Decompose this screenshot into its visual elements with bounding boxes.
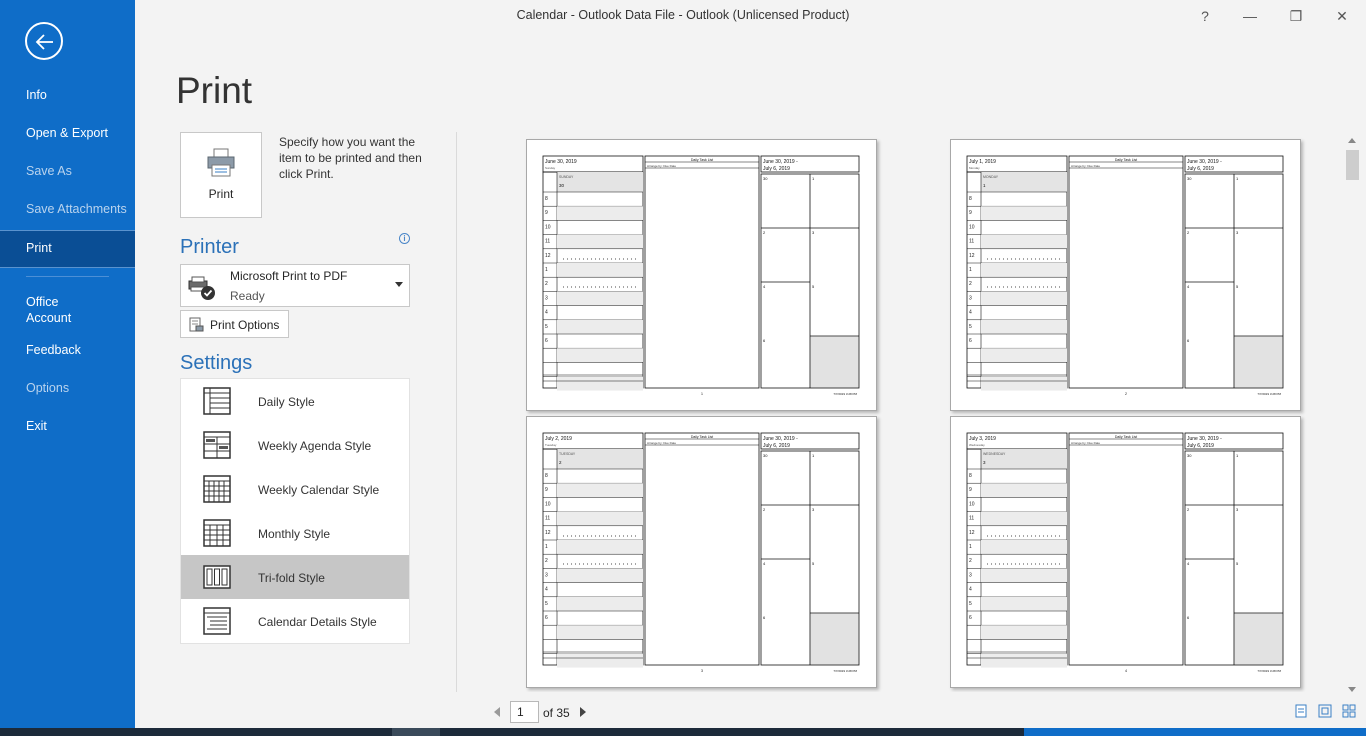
nav-office-account[interactable]: Office Account [26, 295, 72, 325]
help-button[interactable]: ? [1201, 8, 1209, 24]
print-options-button[interactable] [180, 310, 289, 338]
week-day-number: 30 [763, 453, 768, 458]
calendar-details-style-icon [202, 606, 232, 636]
week-day-number: 3 [812, 507, 815, 512]
style-item-label: Tri-fold Style [258, 571, 325, 585]
print-preview [484, 132, 1344, 692]
hour-label: 9 [969, 487, 972, 494]
chevron-down-icon [395, 282, 403, 287]
nav-separator [26, 276, 109, 277]
taskbar-tray [1024, 728, 1366, 736]
hour-label: 5 [969, 600, 972, 607]
nav-feedback[interactable]: Feedback [26, 343, 81, 357]
hour-label: 2 [545, 558, 548, 565]
page-week-range-end: July 6, 2019 [763, 166, 790, 172]
hour-label: 5 [545, 323, 548, 330]
hour-label: 9 [545, 210, 548, 217]
hour-label: 9 [969, 210, 972, 217]
preview-page [950, 416, 1301, 688]
page-number: 3 [701, 669, 703, 673]
hour-label: 12 [545, 529, 551, 536]
hour-label: 12 [969, 252, 975, 259]
hour-label: 9 [545, 487, 548, 494]
page-date: July 2, 2019 [545, 436, 572, 442]
week-day-number: 1 [1236, 176, 1239, 181]
printer-icon [206, 147, 236, 179]
style-item-weekly-agenda[interactable] [181, 423, 409, 467]
page-dayname: SUNDAY [559, 175, 574, 179]
back-button[interactable] [25, 22, 63, 60]
page-week-range-end: July 6, 2019 [1187, 443, 1214, 449]
taskbar [0, 728, 1366, 736]
style-item-daily[interactable] [181, 379, 409, 423]
task-list-sub: Arrange by: Due Date [647, 441, 677, 445]
hour-label: 1 [545, 267, 548, 273]
hour-label: 10 [545, 224, 551, 231]
printer-status: Ready [230, 289, 265, 303]
hour-label: 2 [969, 558, 972, 565]
page-daynum: 1 [983, 183, 986, 188]
hour-label: 11 [545, 515, 551, 522]
task-list-sub: Arrange by: Due Date [1071, 441, 1101, 445]
week-day-number: 5 [1236, 561, 1239, 566]
preview-page-drawing [951, 417, 1302, 689]
printer-section-title: Printer [180, 236, 239, 258]
hour-label: 6 [969, 615, 972, 621]
hour-label: 11 [969, 238, 975, 245]
page-number: 4 [1125, 669, 1127, 673]
hour-label: 2 [545, 281, 548, 288]
hour-label: 10 [969, 501, 975, 508]
style-item-label: Daily Style [258, 395, 315, 409]
title-bar [135, 0, 1366, 32]
week-day-number: 5 [812, 561, 815, 566]
hour-label: 5 [545, 600, 548, 607]
task-list-title: Daily Task List [690, 158, 714, 162]
hour-label: 12 [545, 252, 551, 259]
hour-label: 5 [969, 323, 972, 330]
backstage-nav [0, 78, 135, 447]
scroll-down-icon[interactable] [1348, 687, 1356, 692]
week-day-number: 4 [1187, 284, 1190, 289]
hour-label: 1 [545, 544, 548, 550]
style-item-label: Calendar Details Style [258, 615, 377, 629]
info-icon[interactable]: i [399, 233, 410, 244]
nav-open-export[interactable]: Open & Export [26, 126, 108, 140]
page-count: of 35 [543, 706, 570, 720]
hour-label: 4 [969, 309, 972, 316]
taskbar-app[interactable] [392, 728, 440, 736]
page-week-range-end: July 6, 2019 [1187, 166, 1214, 172]
settings-section-title: Settings [180, 352, 253, 374]
preview-page-drawing [527, 417, 878, 689]
print-options-label: Print Options [210, 318, 280, 332]
previous-page-button[interactable] [494, 707, 500, 717]
week-day-number: 6 [763, 615, 766, 620]
week-day-number: 5 [1236, 284, 1239, 289]
print-options-icon [188, 317, 204, 333]
hour-label: 3 [545, 295, 548, 302]
page-number-input[interactable]: 1 [510, 701, 539, 723]
print-button[interactable] [180, 132, 262, 218]
week-day-number: 30 [763, 176, 768, 181]
close-button[interactable]: ✕ [1336, 8, 1348, 24]
style-item-label: Weekly Calendar Style [258, 483, 380, 497]
hour-label: 6 [545, 338, 548, 344]
hour-label: 2 [969, 281, 972, 288]
style-item-calendar-details[interactable] [181, 599, 409, 643]
week-day-number: 30 [1187, 453, 1192, 458]
week-day-number: 2 [1187, 507, 1190, 512]
page-week-range: June 30, 2019 - [763, 159, 798, 165]
page-number: 2 [1125, 392, 1127, 396]
nav-exit[interactable]: Exit [26, 419, 47, 433]
week-day-number: 4 [763, 284, 766, 289]
minimize-button[interactable]: — [1243, 8, 1257, 24]
week-day-number: 1 [812, 453, 815, 458]
hour-label: 11 [545, 238, 551, 245]
task-list-title: Daily Task List [1114, 158, 1138, 162]
page-week-range: June 30, 2019 - [1187, 436, 1222, 442]
week-day-number: 2 [763, 230, 766, 235]
hour-label: 3 [969, 572, 972, 579]
page-weekday: Monday [969, 166, 980, 170]
panel-divider [456, 132, 457, 692]
task-list-title: Daily Task List [690, 435, 714, 439]
actual-size-icon[interactable] [1294, 704, 1308, 718]
hour-label: 4 [545, 309, 548, 316]
page-weekday: Wednesday [969, 443, 985, 447]
preview-page [950, 139, 1301, 411]
week-day-number: 2 [763, 507, 766, 512]
nav-save-as[interactable]: Save As [26, 164, 72, 178]
page-date: July 3, 2019 [969, 436, 996, 442]
hour-label: 6 [545, 615, 548, 621]
page-week-range-end: July 6, 2019 [763, 443, 790, 449]
hour-label: 4 [545, 586, 548, 593]
printer-dropdown[interactable] [180, 264, 410, 307]
preview-page-drawing [527, 140, 878, 412]
hour-label: 3 [545, 572, 548, 579]
multiple-pages-icon[interactable] [1342, 704, 1356, 718]
week-day-number: 5 [812, 284, 815, 289]
hour-label: 8 [969, 196, 972, 202]
page-week-range: June 30, 2019 - [763, 436, 798, 442]
page-date: July 1, 2019 [969, 159, 996, 165]
week-day-number: 2 [1187, 230, 1190, 235]
page-footer-timestamp: 7/7/2019 3:28 PM [833, 669, 857, 673]
page-dayname: MONDAY [983, 175, 999, 179]
page-footer-timestamp: 7/7/2019 3:28 PM [1257, 392, 1281, 396]
page-weekday: Tuesday [545, 443, 557, 447]
print-styles-list [180, 378, 410, 644]
page-footer-timestamp: 7/7/2019 3:28 PM [1257, 669, 1281, 673]
print-button-label: Print [208, 187, 234, 201]
backstage-sidebar [0, 0, 135, 736]
hour-label: 11 [969, 515, 975, 522]
page-daynum: 3 [983, 460, 986, 465]
hour-label: 1 [969, 544, 972, 550]
week-day-number: 3 [812, 230, 815, 235]
print-description: Specify how you want the item to be printed and then click Print. [279, 135, 422, 181]
week-day-number: 30 [1187, 176, 1192, 181]
week-day-number: 6 [1187, 615, 1190, 620]
monthly-style-icon [202, 518, 232, 548]
week-day-number: 1 [1236, 453, 1239, 458]
week-day-number: 4 [1187, 561, 1190, 566]
week-day-number: 1 [812, 176, 815, 181]
week-day-number: 4 [763, 561, 766, 566]
task-list-sub: Arrange by: Due Date [647, 164, 677, 168]
task-list-title: Daily Task List [1114, 435, 1138, 439]
style-item-monthly[interactable] [181, 511, 409, 555]
week-day-number: 6 [763, 338, 766, 343]
trifold-style-icon [202, 562, 232, 592]
hour-label: 8 [545, 196, 548, 202]
preview-page-drawing [951, 140, 1302, 412]
page-title: Print [176, 70, 253, 111]
style-item-weekly-calendar[interactable] [181, 467, 409, 511]
hour-label: 4 [969, 586, 972, 593]
preview-page [526, 139, 877, 411]
week-day-number: 3 [1236, 507, 1239, 512]
page-date: June 30, 2019 [545, 159, 577, 165]
preview-scrollbar[interactable] [1344, 132, 1361, 698]
page-dayname: WEDNESDAY [983, 452, 1006, 456]
printer-ready-icon [187, 275, 217, 301]
hour-label: 10 [545, 501, 551, 508]
scroll-up-icon[interactable] [1348, 138, 1356, 143]
page-daynum: 2 [559, 460, 562, 465]
nav-options[interactable]: Options [26, 381, 70, 395]
style-item-trifold[interactable] [181, 555, 409, 599]
window-title: Calendar - Outlook Data File - Outlook (Unlicensed Product) [516, 8, 850, 22]
task-list-sub: Arrange by: Due Date [1071, 164, 1101, 168]
nav-save-attachments[interactable]: Save Attachments [26, 202, 127, 216]
hour-label: 6 [969, 338, 972, 344]
page-dayname: TUESDAY [559, 452, 576, 456]
style-item-label: Weekly Agenda Style [258, 439, 372, 453]
next-page-button[interactable] [580, 707, 586, 717]
hour-label: 8 [545, 473, 548, 479]
hour-label: 1 [969, 267, 972, 273]
restore-button[interactable]: ❐ [1289, 8, 1303, 24]
hour-label: 3 [969, 295, 972, 302]
preview-page [526, 416, 877, 688]
weekly-calendar-style-icon [202, 474, 232, 504]
daily-style-icon [202, 386, 232, 416]
hour-label: 10 [969, 224, 975, 231]
nav-print[interactable]: Print [0, 230, 135, 268]
fit-page-icon[interactable] [1318, 704, 1332, 718]
weekly-agenda-style-icon [202, 430, 232, 460]
nav-info[interactable]: Info [26, 88, 47, 102]
page-weekday: Sunday [545, 166, 556, 170]
page-daynum: 30 [559, 183, 565, 188]
hour-label: 12 [969, 529, 975, 536]
week-day-number: 6 [1187, 338, 1190, 343]
style-item-label: Monthly Style [258, 527, 331, 541]
scroll-thumb[interactable] [1346, 150, 1359, 180]
page-number: 1 [701, 392, 703, 396]
hour-label: 8 [969, 473, 972, 479]
week-day-number: 3 [1236, 230, 1239, 235]
arrow-left-icon [34, 31, 56, 53]
page-week-range: June 30, 2019 - [1187, 159, 1222, 165]
page-footer-timestamp: 7/7/2019 3:28 PM [833, 392, 857, 396]
printer-name: Microsoft Print to PDF [230, 269, 348, 283]
